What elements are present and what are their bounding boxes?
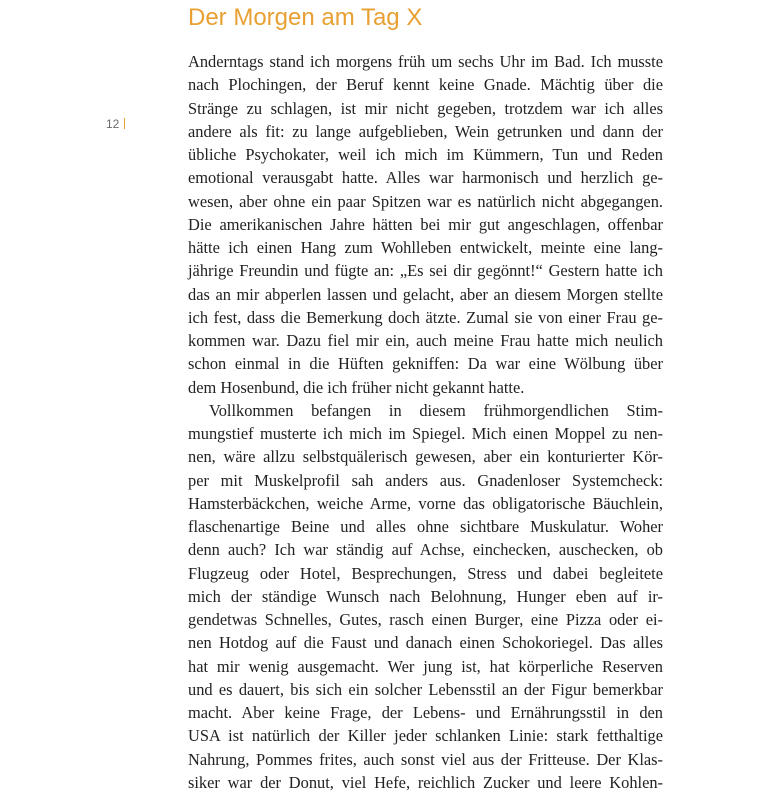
text-line: Die amerikanischen Jahre hätten bei mir gut angeschlagen, offenbar (188, 214, 663, 234)
text-line: denn auch? Ich war ständig auf Achse, einchecken, auschecken, ob (188, 540, 663, 560)
text-line: jährige Freundin und fügte an: „Es sei dir gegönnt!“ Gestern hatte ich (188, 261, 663, 281)
page-number-divider (124, 118, 125, 129)
text-line: Hamsterbäckchen, weiche Arme, vorne das obligatorische Bäuchlein, (188, 493, 663, 513)
text-line: USA ist natürlich der Killer jeder schlanken Linie: stark fetthaltige (188, 726, 663, 746)
text-line: das an mir abperlen lassen und gelacht, aber an diesem Morgen stellte (188, 284, 663, 304)
text-line: mich der ständige Wunsch nach Belohnung, Hunger eben auf ir- (188, 586, 663, 606)
text-line: Vollkommen befangen in diesem frühmorgendlichen Stim- (209, 400, 663, 420)
text-line: hat mir wenig ausgemacht. Wer jung ist, hat körperliche Reserven (188, 656, 663, 676)
text-line: macht. Aber keine Frage, der Lebens- und Ernährungsstil in den (188, 703, 663, 722)
text-line: hätte ich einen Hang zum Wohlleben entwickelt, meinte eine lang- (188, 238, 663, 257)
text-line: emotional verausgabt hatte. Alles war harmonisch und herzlich ge- (188, 168, 663, 188)
body-text (188, 50, 663, 794)
text-line: Nahrung, Pommes frites, auch sonst viel aus der Fritteuse. Der Klas- (188, 749, 663, 769)
text-line: siker war der Donut, viel Hefe, reichlich Zucker und leere Kohlen- (188, 772, 663, 792)
text-line: gendetwas Schnelles, Gutes, rasch einen Burger, eine Pizza oder ei- (188, 610, 663, 629)
text-line: nen, wäre allzu selbstquälerisch gewesen, aber ein konturierter Kör- (188, 447, 663, 467)
text-line: Stränge zu schlagen, ist mir nicht gegeben, trotzdem war ich alles (188, 98, 663, 118)
text-line: kommen war. Dazu fiel mir ein, auch meine Frau hatte mich neulich (188, 331, 663, 350)
text-line: und es dauert, bis sich ein solcher Lebensstil an der Figur bemerkbar (188, 679, 663, 699)
text-line: übliche Psychokater, weil ich mich im Kümmern, Tun und Reden (188, 145, 663, 164)
text-line: Anderntags stand ich morgens früh um sechs Uhr im Bad. Ich musste (188, 52, 663, 71)
text-line: flaschenartige Beine und alles ohne sichtbare Muskulatur. Woher (188, 517, 663, 536)
text-line: ich fest, dass die Bemerkung doch ätzte. Zumal sie von einer Frau ge- (188, 307, 663, 327)
page-number-marker (106, 116, 125, 132)
text-line: dem Hosenbund, die ich früher nicht gekannt hatte. (188, 377, 525, 397)
text-line: per mit Muskelprofil sah anders aus. Gnadenloser Systemcheck: (188, 470, 663, 490)
text-line: schon einmal in die Hüften gekniffen: Da war eine Wölbung über (188, 354, 663, 374)
page-number: 12 (106, 117, 120, 131)
text-line: Flugzeug oder Hotel, Besprechungen, Stress und dabei begleitete (188, 563, 663, 583)
text-line: nach Plochingen, der Beruf kennt keine Gnade. Mächtig über die (188, 75, 663, 95)
chapter-title: Der Morgen am Tag X (188, 4, 423, 31)
text-line: nen Hotdog auf die Faust und danach einen Schokoriegel. Das alles (188, 633, 663, 653)
text-line: mungstief musterte ich mich im Spiegel. Mich einen Moppel zu nen- (188, 424, 663, 443)
text-line: wesen, aber ohne ein paar Spitzen war es natürlich nicht abgegangen. (188, 191, 663, 211)
text-line: andere als fit: zu lange aufgeblieben, Wein getrunken und dann der (188, 121, 663, 141)
